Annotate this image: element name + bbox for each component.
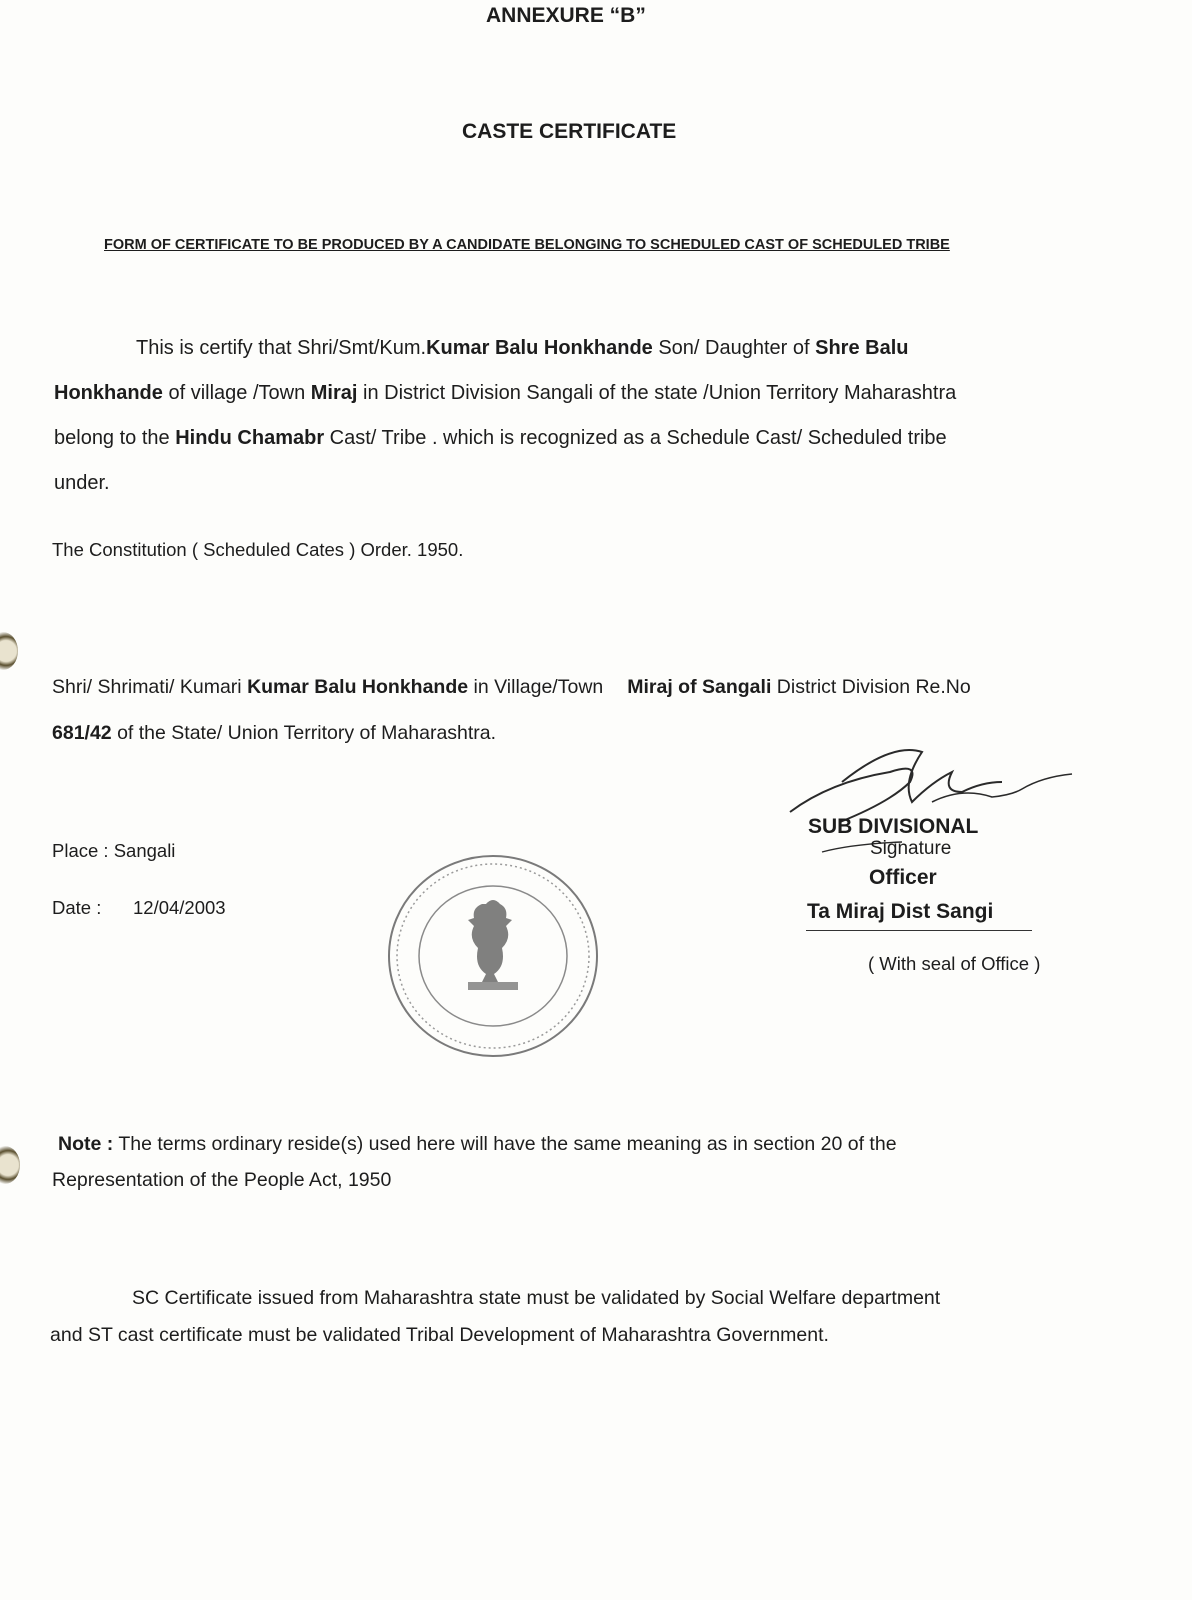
place-name: Miraj of Sangali [627,676,772,698]
residence-paragraph: Shri/ Shrimati/ Kumari Kumar Balu Honkhande in Village/Town Miraj of Sangali District Division Re.No 681/42 of the State/ Union Territory of Maharashtra. [52,676,971,744]
signature-label: Signature [870,838,952,859]
form-subtitle: FORM OF CERTIFICATE TO BE PRODUCED BY A CANDIDATE BELONGING TO SCHEDULED CAST OF SCHEDULED TRIBE [104,237,950,253]
officer-title-line2: Officer [869,866,937,889]
signature-underline [806,930,1032,931]
officer-jurisdiction: Ta Miraj Dist Sangi [807,900,994,923]
father-name: Shre Balu [815,337,909,359]
punch-hole-top [0,632,18,670]
candidate-name: Kumar Balu Honkhande [426,337,653,359]
seal-note: ( With seal of Office ) [868,953,1041,974]
annexure-heading: ANNEXURE “B” [486,4,646,27]
certificate-title: CASTE CERTIFICATE [462,120,677,143]
validation-note: SC Certificate issued from Maharashtra state must be validated by Social Welfare department and ST cast certificate must be validated Tribal Development of Maharashtra Government. [50,1287,941,1346]
date-value: 12/04/2003 [133,897,226,918]
certify-paragraph: This is certify that Shri/Smt/Kum.Kumar Balu Honkhande Son/ Daughter of Shre Balu Honkhande of village /Town Miraj in District Division Sangali of the state /Union Territory Maharashtra belong to the Hindu Chamabr Cast/ Tribe . which is recognized as a Schedule Cast/ Scheduled tribe under. [54,337,957,494]
date-label: Date : [52,897,102,918]
punch-hole-bottom [0,1146,20,1184]
officer-title-line1: SUB DIVISIONAL [808,815,979,838]
caste-name: Hindu Chamabr [175,427,325,449]
note-label: Note : [58,1133,114,1155]
town-name: Miraj [310,382,358,404]
office-seal-icon [386,852,600,1060]
note-paragraph: Note : The terms ordinary reside(s) used here will have the same meaning as in section 20 of the Representation of the People Act, 1950 [52,1133,897,1191]
constitution-order: The Constitution ( Scheduled Cates ) Order. 1950. [52,539,464,560]
place-line: Place : Sangali [52,840,176,861]
registration-number: 681/42 [52,722,112,744]
